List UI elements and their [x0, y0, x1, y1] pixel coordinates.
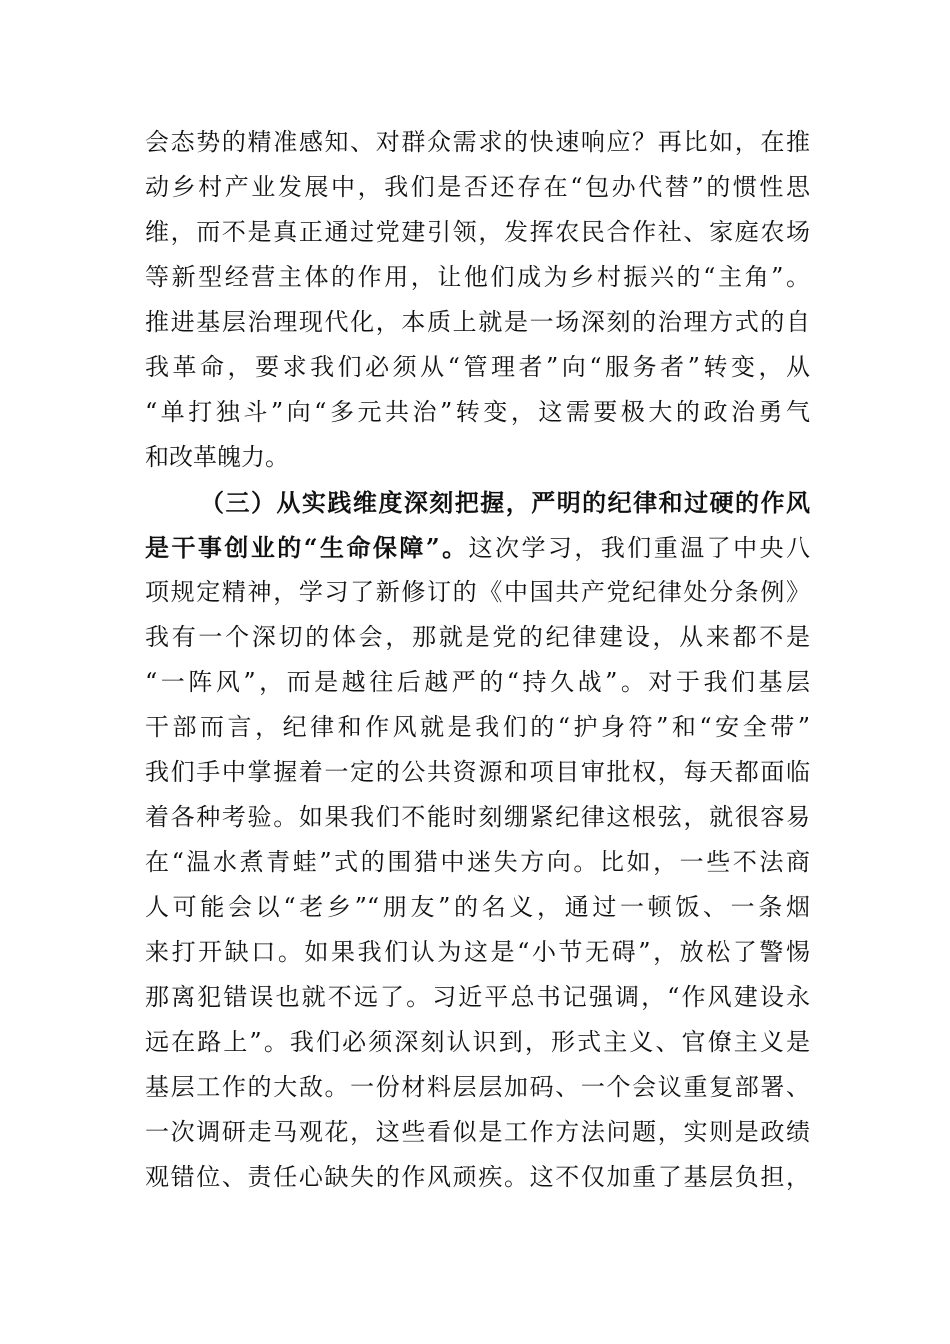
text-line: 动乡村产业发展中，我们是否还存在“包办代替”的惯性思 — [145, 173, 810, 201]
text-line: 推进基层治理现代化，本质上就是一场深刻的治理方式的自 — [145, 308, 810, 336]
section-heading-continuation: 是干事创业的“生命保障”。 — [145, 533, 469, 562]
text-line: 我们手中掌握着一定的公共资源和项目审批权，每天都面临 — [145, 758, 810, 786]
text-line: 那离犯错误也就不远了。习近平总书记强调，“作风建设永 — [145, 983, 810, 1011]
text-line: “单打独斗”向“多元共治”转变，这需要极大的政治勇气 — [145, 398, 810, 426]
text-line: 人可能会以“老乡”“朋友”的名义，通过一顿饭、一条烟 — [145, 893, 810, 921]
text-line: 来打开缺口。如果我们认为这是“小节无碍”，放松了警惕 — [145, 938, 810, 966]
text-line: 着各种考验。如果我们不能时刻绷紧纪律这根弦，就很容易 — [145, 803, 810, 831]
text-line: “一阵风”，而是越往后越严的“持久战”。对于我们基层 — [145, 668, 810, 696]
text-line: 会态势的精准感知、对群众需求的快速响应？再比如，在推 — [145, 128, 810, 156]
text-line: 干部而言，纪律和作风就是我们的“护身符”和“安全带” — [145, 713, 810, 741]
text-span: 这次学习，我们重温了中央八 — [468, 534, 811, 562]
text-line: 和改革魄力。 — [145, 443, 289, 471]
text-line: 在“温水煮青蛙”式的围猎中迷失方向。比如，一些不法商 — [145, 848, 810, 876]
text-line: 项规定精神，学习了新修订的《中国共产党纪律处分条例》 — [145, 578, 810, 606]
text-line: 基层工作的大敌。一份材料层层加码、一个会议重复部署、 — [145, 1073, 810, 1101]
text-line: 我革命，要求我们必须从“管理者”向“服务者”转变，从 — [145, 353, 810, 381]
text-line: 一次调研走马观花，这些看似是工作方法问题，实则是政绩 — [145, 1118, 810, 1146]
text-line-with-heading — [145, 525, 810, 570]
paragraph-1 — [145, 120, 810, 480]
text-line: 维，而不是真正通过党建引领，发挥农民合作社、家庭农场 — [145, 218, 810, 246]
section-heading: （三）从实践维度深刻把握，严明的纪律和过硬的作风 — [200, 488, 810, 517]
paragraph-2 — [145, 480, 810, 1200]
text-line: 观错位、责任心缺失的作风顽疾。这不仅加重了基层负担， — [145, 1163, 810, 1191]
text-line: 等新型经营主体的作用，让他们成为乡村振兴的“主角”。 — [145, 263, 810, 291]
text-line: 我有一个深切的体会，那就是党的纪律建设，从来都不是 — [145, 623, 810, 651]
text-line: 远在路上”。我们必须深刻认识到，形式主义、官僚主义是 — [145, 1028, 810, 1056]
